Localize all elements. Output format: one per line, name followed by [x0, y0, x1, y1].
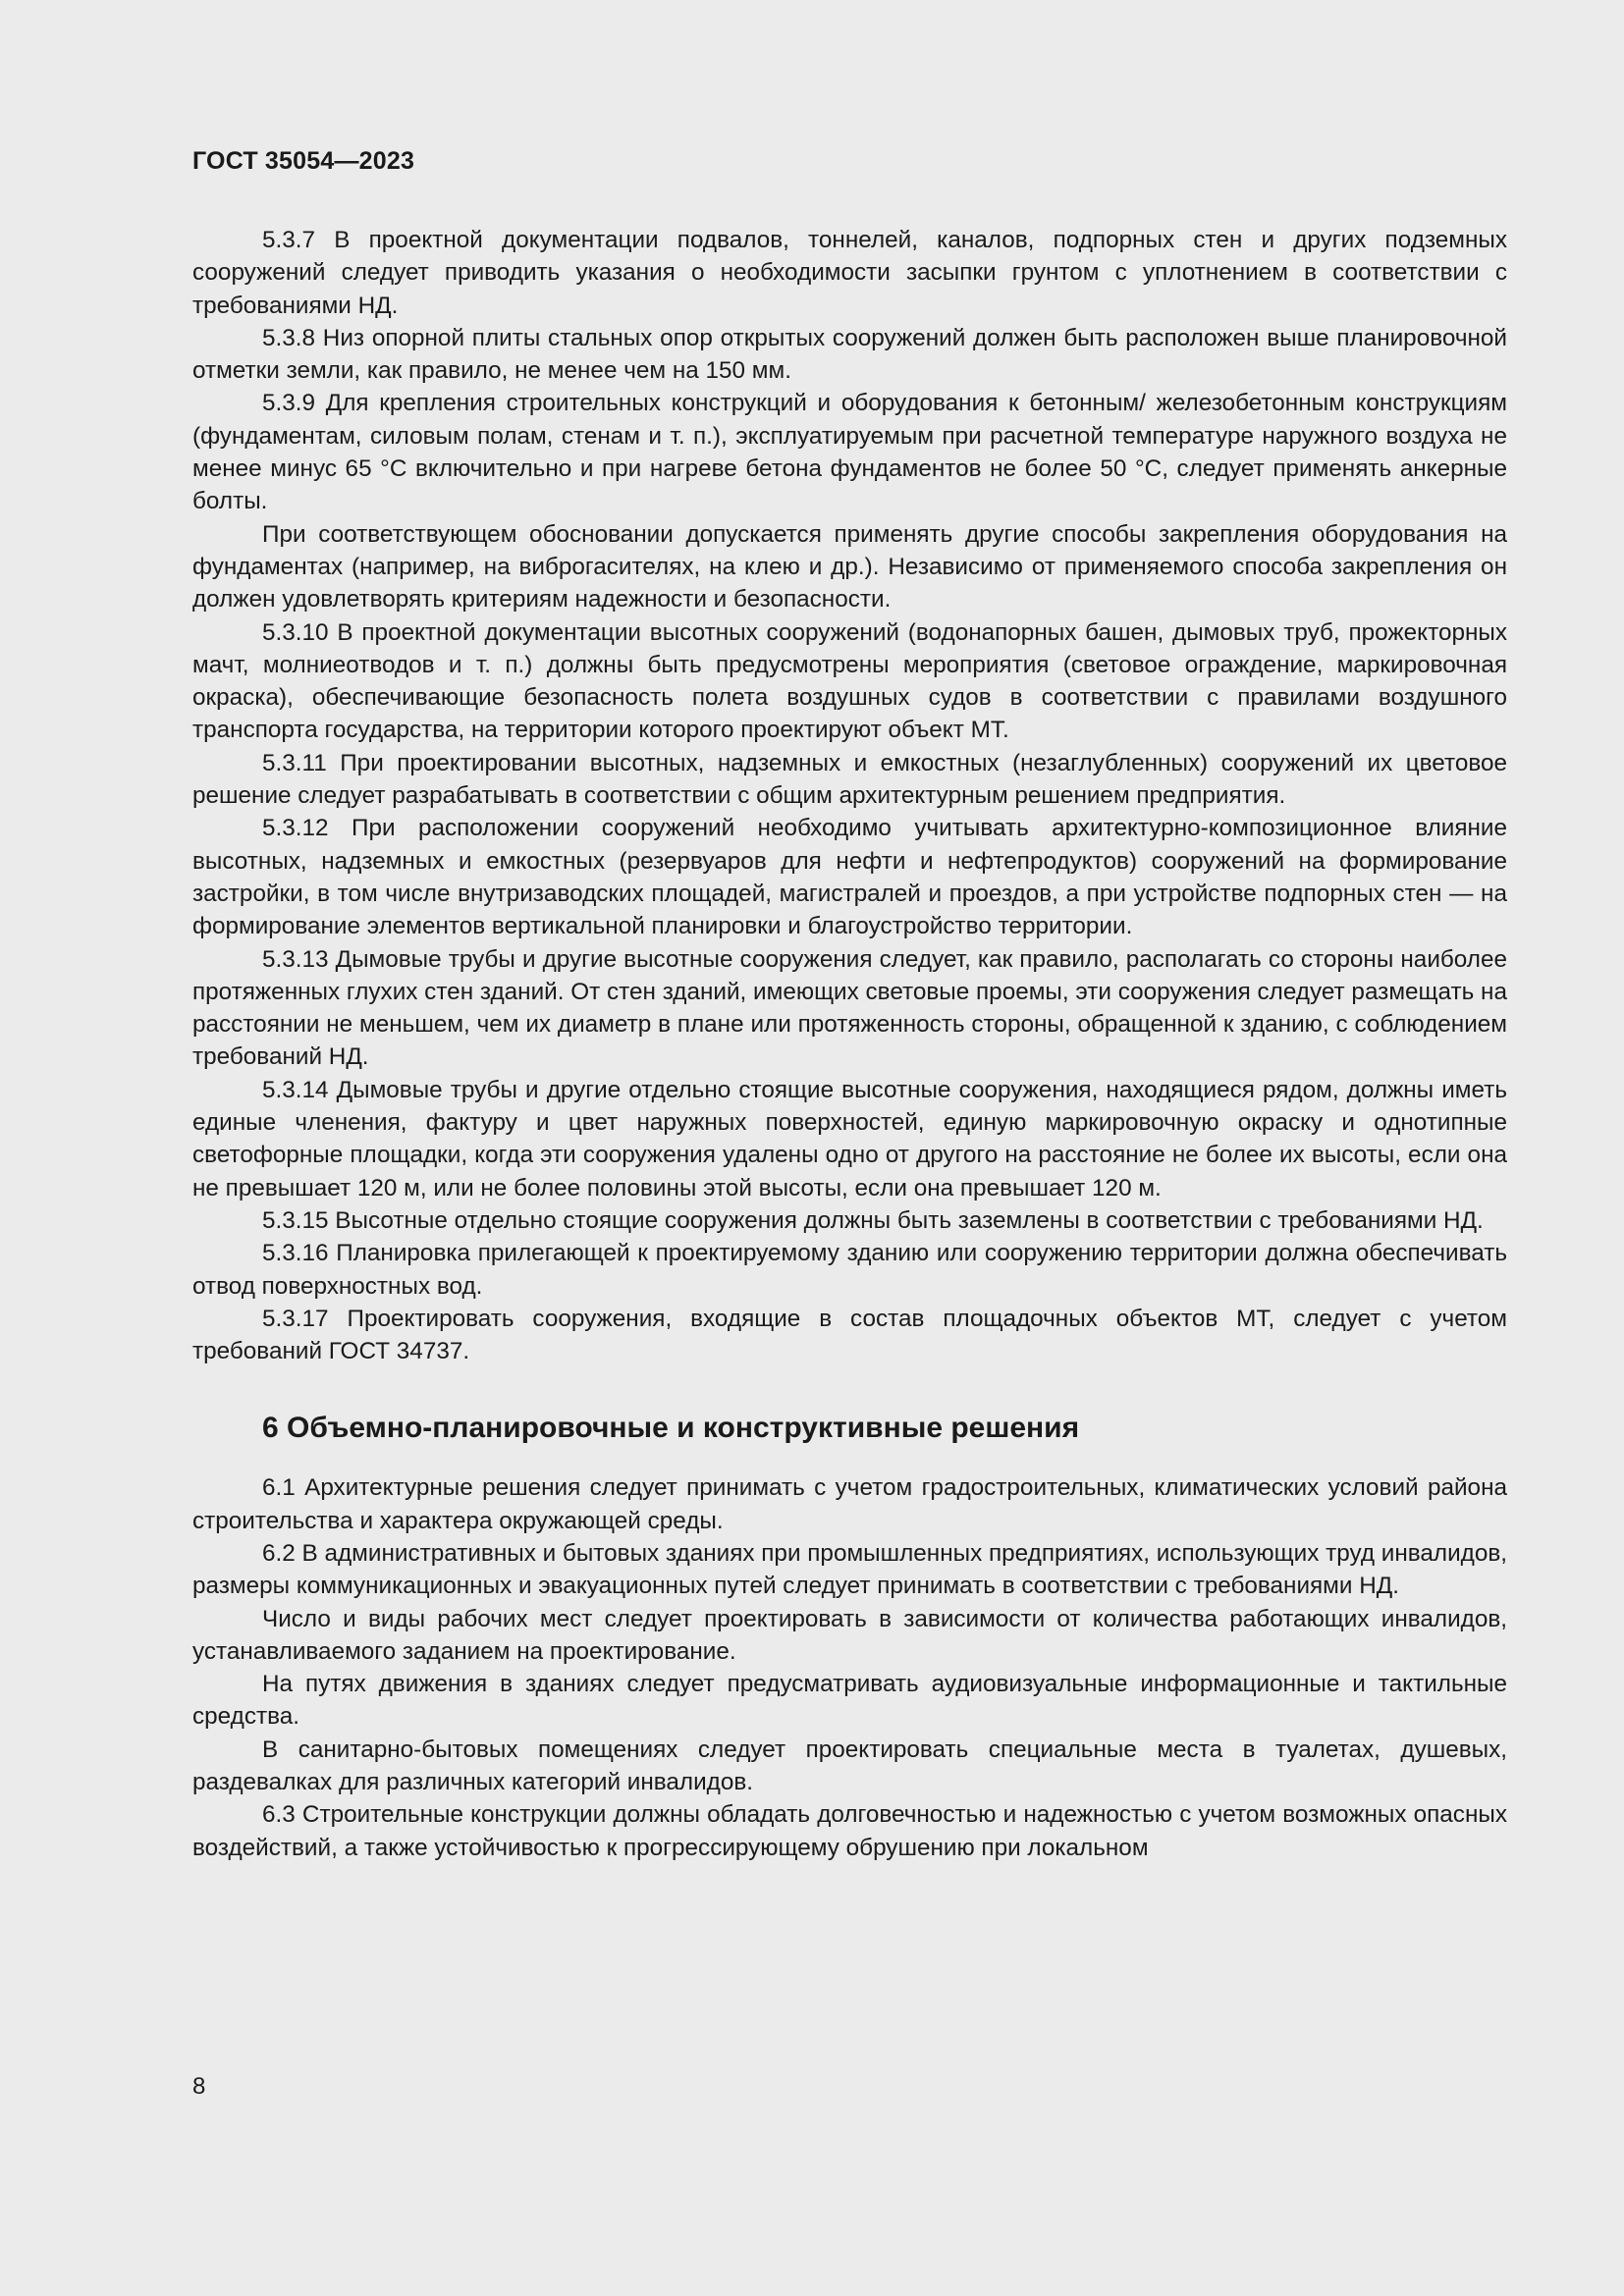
section-6-heading: 6 Объемно-планировочные и конструктивные решения — [262, 1412, 1080, 1445]
paragraph-6-2-tactile: На путях движения в зданиях следует предусматривать аудиовизуальные информационные и тактильные средства. — [192, 1671, 1507, 1731]
paragraph-6-3: 6.3 Строительные конструкции должны обладать долговечностью и надежностью с учетом возможных опасных воздействий, а также устойчивостью к прогрессирующему обрушению при локальном — [192, 1801, 1507, 1861]
paragraph-5-3-12: 5.3.12 При расположении сооружений необходимо учитывать архитектурно-композиционное влияние высотных, надземных и емкостных (резервуаров для нефти и нефтепродуктов) сооружений на формирование застройки, в том числе внутризаводских площадей, магистралей и проездов, а при устройстве подпорных стен — на формирование элементов вертикальной планировки и благоустройство территории. — [192, 815, 1507, 940]
paragraph-5-3-11: 5.3.11 При проектировании высотных, надземных и емкостных (незаглубленных) сооружений их цветовое решение следует разрабатывать в соответствии с общим архитектурным решением предприятия. — [192, 749, 1507, 810]
paragraph-5-3-8: 5.3.8 Низ опорной плиты стальных опор открытых сооружений должен быть расположен выше планировочной отметки земли, как правило, не менее чем на 150 мм. — [192, 324, 1507, 385]
paragraph-5-3-7: 5.3.7 В проектной документации подвалов, тоннелей, каналов, подпорных стен и других подземных сооружений следует приводить указания о необходимости засыпки грунтом с уплотнением в соответствии с требованиями НД. — [192, 227, 1507, 319]
paragraph-5-3-9: 5.3.9 Для крепления строительных конструкций и оборудования к бетонным/ железобетонным конструкциям (фундаментам, силовым полам, стенам и т. п.), эксплуатируемым при расчетной температуре наружного воздуха не менее минус 65 °С включительно и при нагреве бетона фундаментов не более 50 °С, следует применять анкерные болты. — [192, 390, 1507, 515]
paragraph-5-3-16: 5.3.16 Планировка прилегающей к проектируемому зданию или сооружению территории должна обеспечивать отвод поверхностных вод. — [192, 1240, 1507, 1300]
document-code-header: ГОСТ 35054—2023 — [192, 147, 415, 175]
page-number: 8 — [192, 2073, 206, 2100]
paragraph-5-3-14: 5.3.14 Дымовые трубы и другие отдельно стоящие высотные сооружения, находящиеся рядом, должны иметь единые членения, фактуру и цвет наружных поверхностей, единую маркировочную окраску и однотипные светофорные площадки, когда эти сооружения удалены одно от другого на расстояние не более их высоты, если она не превышает 120 м, или не более половины этой высоты, если она превышает 120 м. — [192, 1076, 1507, 1201]
paragraph-6-1: 6.1 Архитектурные решения следует принимать с учетом градостроительных, климатических условий района строительства и характера окружающей среды. — [192, 1474, 1507, 1534]
paragraph-6-2-workplaces: Число и виды рабочих мест следует проектировать в зависимости от количества работающих инвалидов, устанавливаемого заданием на проектирование. — [192, 1605, 1507, 1665]
paragraph-5-3-10: 5.3.10 В проектной документации высотных сооружений (водонапорных башен, дымовых труб, прожекторных мачт, молниеотводов и т. п.) должны быть предусмотрены мероприятия (световое ограждение, маркировочная окраска), обеспечивающие безопасность полета воздушных судов в соответствии с правилами воздушного транспорта государства, на территории которого проектируют объект МТ. — [192, 618, 1507, 744]
paragraph-5-3-15: 5.3.15 Высотные отдельно стоящие сооружения должны быть заземлены в соответствии с требованиями НД. — [262, 1206, 1484, 1234]
paragraph-6-2-sanitary: В санитарно-бытовых помещениях следует проектировать специальные места в туалетах, душевых, раздевалках для различных категорий инвалидов. — [192, 1735, 1507, 1796]
paragraph-5-3-9-continuation: При соответствующем обосновании допускается применять другие способы закрепления оборудования на фундаментах (например, на виброгасителях, на клею и др.). Независимо от применяемого способа закрепления он должен удовлетворять критериям надежности и безопасности. — [192, 520, 1507, 614]
paragraph-6-2: 6.2 В административных и бытовых зданиях при промышленных предприятиях, использующих труд инвалидов, размеры коммуникационных и эвакуационных путей следует принимать в соответствии с требованиями НД. — [192, 1539, 1507, 1600]
paragraph-5-3-17: 5.3.17 Проектировать сооружения, входящие в состав площадочных объектов МТ, следует с учетом требований ГОСТ 34737. — [192, 1305, 1507, 1365]
document-body — [192, 224, 1507, 1864]
paragraph-5-3-13: 5.3.13 Дымовые трубы и другие высотные сооружения следует, как правило, располагать со стороны наиболее протяженных глухих стен зданий. От стен зданий, имеющих световые проемы, эти сооружения следует размещать на расстоянии не меньшем, чем их диаметр в плане или протяженность стороны, обращенной к зданию, с соблюдением требований НД. — [192, 945, 1507, 1071]
